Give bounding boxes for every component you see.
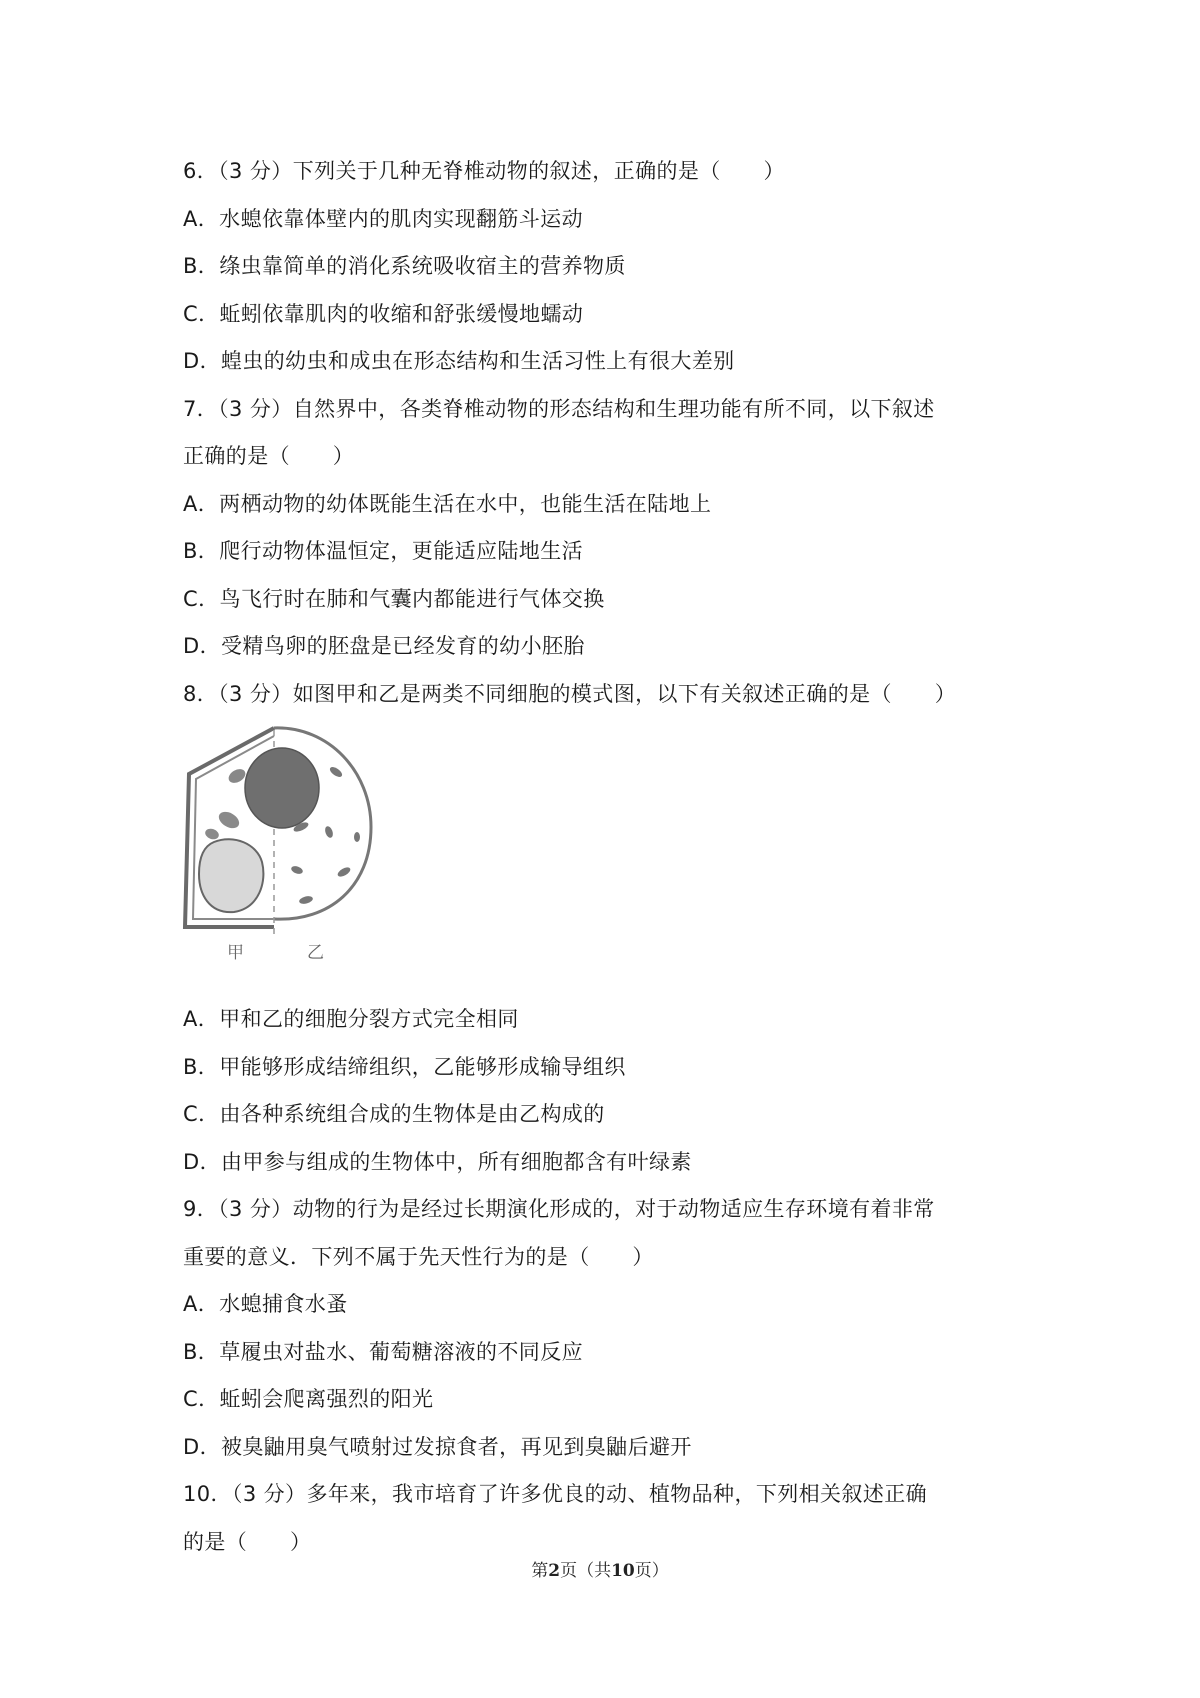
organelle [354,832,360,842]
question-10-stem-line-1: 10．（3 分）多年来，我市培育了许多优良的动、植物品种，下列相关叙述正确 [183,1482,928,1506]
organelle [336,865,352,878]
chloroplast [216,808,242,831]
page-footer [0,1556,1200,1581]
question-7-stem-line-2: 正确的是（ ） [183,444,355,468]
question-9-option-b: B．草履虫对盐水、葡萄糖溶液的不同反应 [183,1339,584,1364]
question-8-option-c: C．由各种系统组合成的生物体是由乙构成的 [183,1102,605,1126]
question-9-option-a: A．水螅捕食水蚤 [183,1292,348,1316]
vacuole [199,839,263,912]
cell-diagram-figure [183,718,1033,996]
chloroplast [204,827,221,841]
footer-prefix: 第 [531,1561,549,1581]
organelle [324,825,335,839]
question-8-stem: 8．（3 分）如图甲和乙是两类不同细胞的模式图，以下有关叙述正确的是（ ） [183,681,957,706]
nucleus [245,748,319,828]
question-9-stem-line-2: 重要的意义．下列不属于先天性行为的是（ ） [183,1244,654,1269]
exam-content [183,148,1033,1566]
question-6-option-b: B．绦虫靠简单的消化系统吸收宿主的营养物质 [183,254,626,278]
question-9-option-c: C．蚯蚓会爬离强烈的阳光 [183,1387,434,1411]
question-7-option-c: C．鸟飞行时在肺和气囊内都能进行气体交换 [183,586,605,611]
organelle [298,895,313,905]
cell-diagram [179,722,379,966]
question-8-option-b: B．甲能够形成结缔组织，乙能够形成输导组织 [183,1054,626,1079]
footer-total-pages: 10 [611,1561,635,1581]
label-jia: 甲 [227,943,244,963]
footer-suffix: 页） [634,1561,669,1581]
organelle [290,865,304,876]
organelle [328,765,343,779]
question-8-option-a: A．甲和乙的细胞分裂方式完全相同 [183,1007,519,1031]
question-7-option-b: B．爬行动物体温恒定，更能适应陆地生活 [183,539,584,563]
question-7-option-a: A．两栖动物的幼体既能生活在水中，也能生活在陆地上 [183,491,712,516]
footer-middle: 页（共 [560,1561,612,1581]
question-10-stem-line-2: 的是（ ） [183,1529,312,1554]
footer-page-number: 2 [548,1561,561,1581]
label-yi: 乙 [307,943,324,963]
question-9-option-d: D．被臭鼬用臭气喷射过发掠食者，再见到臭鼬后避开 [183,1434,692,1459]
question-7-option-d: D．受精鸟卵的胚盘是已经发育的幼小胚胎 [183,634,585,658]
question-8-option-d: D．由甲参与组成的生物体中，所有细胞都含有叶绿素 [183,1149,692,1174]
question-6-option-a: A．水螅依靠体壁内的肌肉实现翻筋斗运动 [183,206,583,231]
question-6-option-c: C．蚯蚓依靠肌肉的收缩和舒张缓慢地蠕动 [183,301,584,326]
question-7-stem-line-1: 7．（3 分）自然界中，各类脊椎动物的形态结构和生理功能有所不同，以下叙述 [183,396,935,421]
question-9-stem-line-1: 9．（3 分）动物的行为是经过长期演化形成的，对于动物适应生存环境有着非常 [183,1197,935,1221]
question-6-stem: 6．（3 分）下列关于几种无脊椎动物的叙述，正确的是（ ） [183,159,785,183]
question-6-option-d: D．蝗虫的幼虫和成虫在形态结构和生活习性上有很大差别 [183,349,735,373]
